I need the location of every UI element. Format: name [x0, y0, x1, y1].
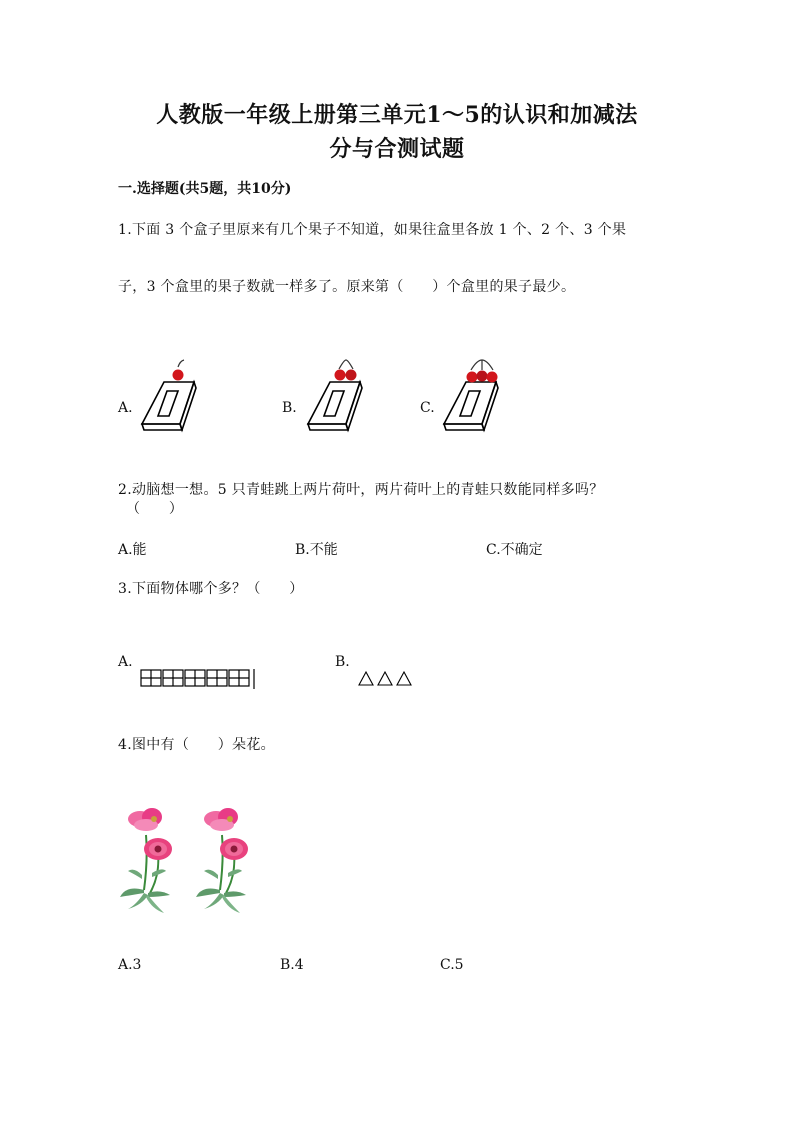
q1-option-c[interactable]: C.	[420, 400, 435, 416]
q2-option-a[interactable]: A.能	[118, 542, 147, 558]
cherry-icon	[173, 360, 185, 381]
box-two-cherries-image	[306, 358, 376, 434]
section-heading: 一.选择题(共5题，共10分)	[118, 181, 292, 197]
question-4: 4.图中有（ ）朵花。	[118, 737, 275, 753]
question-2-line-1: 2.动脑想一想。5 只青蛙跳上两片荷叶，两片荷叶上的青蛙只数能同样多吗？	[118, 482, 604, 498]
q1-option-b[interactable]: B.	[282, 400, 297, 416]
squares-image	[140, 668, 260, 690]
cherries-icon	[335, 360, 357, 381]
question-2-line-2: （ ）	[126, 501, 184, 517]
question-3: 3.下面物体哪个多？（ ）	[118, 581, 304, 597]
page-title: 人教版一年级上册第三单元1～5的认识和加减法	[156, 102, 638, 128]
q3-option-b[interactable]: B.	[335, 654, 350, 670]
flowers-image	[118, 805, 268, 915]
question-1-line-2: 子，3 个盒里的果子数就一样多了。原来第（ ）个盒里的果子最少。	[118, 279, 576, 295]
page-subtitle: 分与合测试题	[329, 136, 465, 162]
q2-option-c[interactable]: C.不确定	[486, 542, 543, 558]
q4-option-a[interactable]: A.3	[118, 957, 142, 973]
box-one-cherry-image	[140, 358, 210, 434]
q2-option-b[interactable]: B.不能	[295, 542, 338, 558]
question-1-line-1: 1.下面 3 个盒子里原来有几个果子不知道，如果往盒里各放 1 个、2 个、3 个果	[118, 222, 627, 238]
box-three-cherries-image	[442, 358, 512, 434]
cherries-icon	[467, 360, 498, 383]
q4-option-c[interactable]: C.5	[440, 957, 464, 973]
q1-option-a[interactable]: A.	[118, 400, 133, 416]
triangles-image	[358, 670, 418, 688]
q4-option-b[interactable]: B.4	[280, 957, 304, 973]
q3-option-a[interactable]: A.	[118, 654, 133, 670]
